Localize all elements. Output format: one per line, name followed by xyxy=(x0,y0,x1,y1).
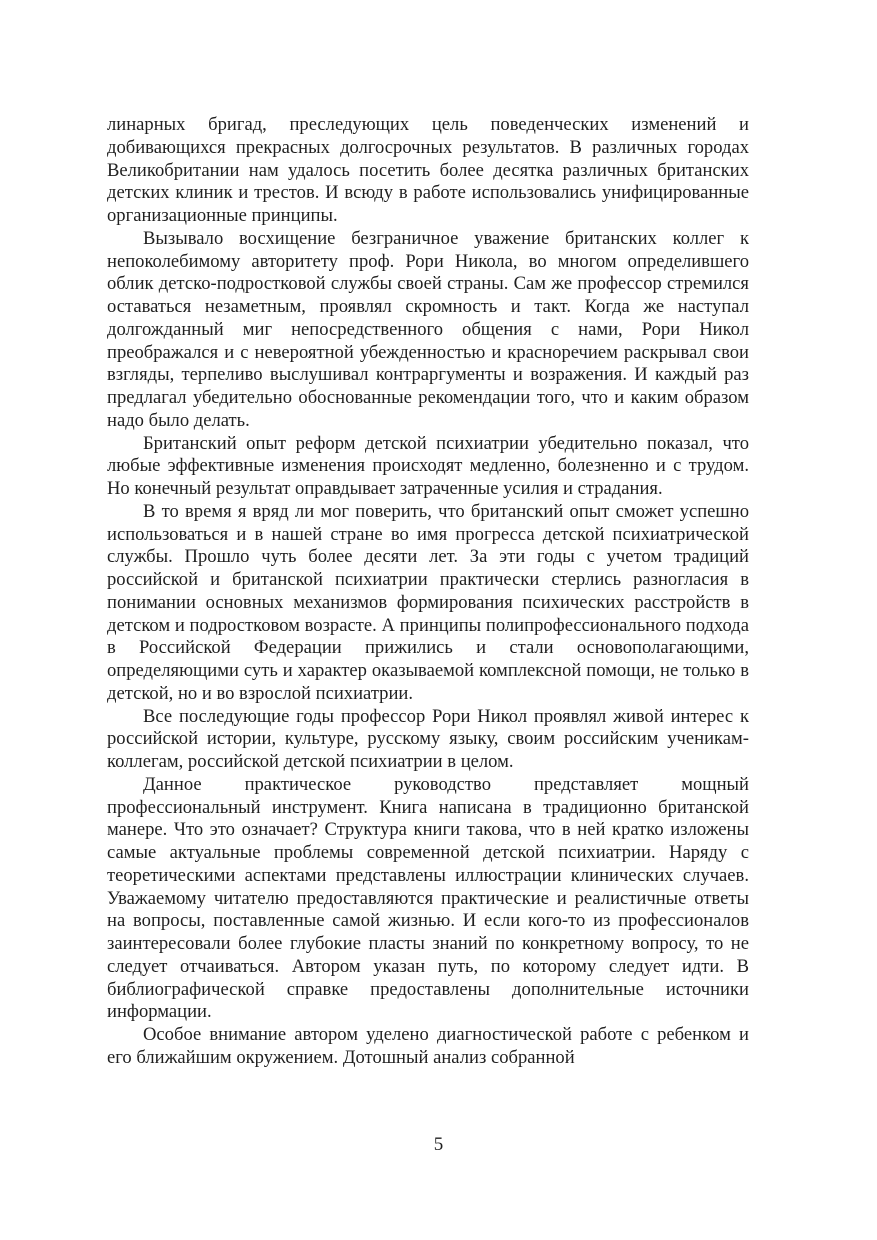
body-text xyxy=(107,114,749,1070)
paragraph: Британский опыт реформ детской психиатрии убедительно показал, что любые эффективные изменения происходят медленно, болезненно и с трудом. Но конечный результат оправдывает затраченные усилия и страдания. xyxy=(107,432,749,499)
paragraph: Особое внимание автором уделено диагностической работе с ребенком и его ближайшим окружением. Дотошный анализ собранной xyxy=(107,1024,749,1068)
paragraph: В то время я вряд ли мог поверить, что британский опыт сможет успешно использоваться и в нашей стране во имя прогресса детской психиатрической службы. Прошло чуть более десяти лет. За эти годы с учетом традиций российской и британской психиатрии практически стерлись разногласия в понимании основных механизмов формирования психических расстройств в детском и подростковом возрасте. А принципы полипрофессионального подхода в Российской Федерации прижились и стали основополагающими, определяющими суть и характер оказываемой комплексной помощи, не только в детской, но и во взрослой психиатрии. xyxy=(107,500,749,704)
paragraph-continuation: линарных бригад, преследующих цель поведенческих изменений и добивающихся прекрасных долгосрочных результатов. В различных городах Великобритании нам удалось посетить более десятка различных британских детских клиник и трестов. И всюду в работе использовались унифицированные организационные принципы. xyxy=(107,114,749,226)
page-number: 5 xyxy=(433,1134,444,1155)
paragraph: Вызывало восхищение безграничное уважение британских коллег к непоколебимому авторитету проф. Рори Никола, во многом определившего облик детско-подростковой службы своей страны. Сам же профессор стремился оставаться незаметным, проявлял скромность и такт. Когда же наступал долгожданный миг непосредственного общения с нами, Рори Никол преображался и с невероятной убежденностью и красноречием раскрывал свои взгляды, терпеливо выслушивал контраргументы и возражения. И каждый раз предлагал убедительно обоснованные рекомендации того, что и каким образом надо было делать. xyxy=(107,227,749,431)
paragraph: Данное практическое руководство представляет мощный профессиональный инструмент. Книга написана в традиционно британской манере. Что это означает? Структура книги такова, что в ней кратко изложены самые актуальные проблемы современной детской психиатрии. Наряду с теоретическими аспектами представлены иллюстрации клинических случаев. Уважаемому читателю предоставляются практические и реалистичные ответы на вопросы, поставленные самой жизнью. И если кого-то из профессионалов заинтересовали более глубокие пласты знаний по конкретному вопросу, то не следует отчаиваться. Автором указан путь, по которому следует идти. В библиографической справке предоставлены дополнительные источники информации. xyxy=(107,773,749,1023)
paragraph: Все последующие годы профессор Рори Никол проявлял живой интерес к российской истории, культуре, русскому языку, своим российским ученикам-коллегам, российской детской психиатрии в целом. xyxy=(107,705,749,772)
